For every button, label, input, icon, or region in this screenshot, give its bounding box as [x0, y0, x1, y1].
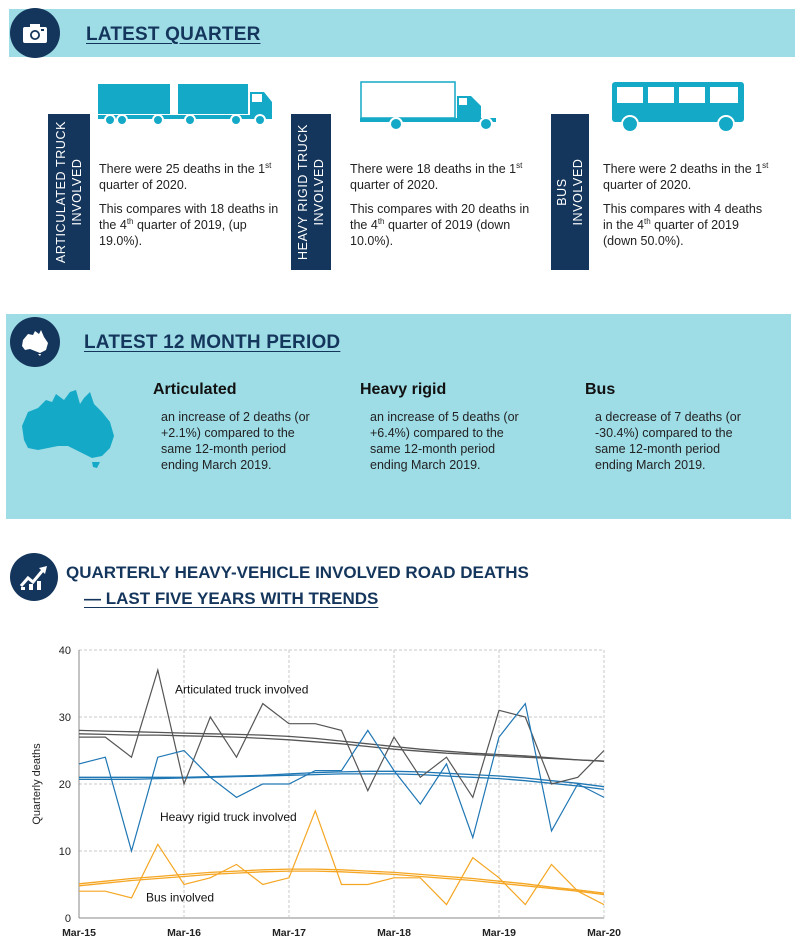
- articulated-deaths-text: There were 25 deaths in the 1st quarter of 2020.: [99, 160, 272, 192]
- bus-deaths-text: There were 2 deaths in the 1st quarter of 2020.: [603, 160, 769, 192]
- articulated-truck-involved-label: Articulated truck involved: [175, 682, 309, 697]
- heavy-rigid-truck-involved-label: Heavy rigid truck involved: [160, 809, 297, 824]
- heavy-rigid-label: [291, 114, 331, 270]
- bus-label: [551, 114, 589, 270]
- bus-involved-label: Bus involved: [146, 890, 215, 905]
- bus-compare-text: This compares with 4 deaths in the 4th quarter of 2019 (down 50.0%).: [603, 202, 763, 248]
- australia-icon: [10, 317, 60, 367]
- annual-articulated-text: an increase of 2 deaths (or +2.1%) compared to the same 12-month period ending March 2019.: [161, 410, 310, 472]
- heavy-rigid-deaths-text: There were 18 deaths in the 1st quarter of 2020.: [350, 160, 523, 192]
- bus-icon: [610, 80, 746, 134]
- x-tick-label: Mar-18: [377, 927, 411, 939]
- annual-bus-heading: Bus: [585, 381, 616, 398]
- heavy-rigid-label-text: HEAVY RIGID TRUCK INVOLVED: [296, 124, 326, 260]
- x-tick-label: Mar-15: [62, 927, 96, 939]
- y-tick-label: 0: [64, 913, 71, 925]
- bus-quarter-text: [603, 161, 775, 257]
- x-tick-label: Mar-16: [167, 927, 201, 939]
- latest-12-month-title: LATEST 12 MONTH PERIOD: [84, 332, 341, 353]
- articulated-label-text: ARTICULATED TRUCK INVOLVED: [54, 120, 84, 264]
- heavy-rigid-truck-involved-trend-b: [79, 774, 604, 790]
- y-tick-label: 40: [58, 645, 71, 657]
- rigid-truck-icon: [358, 80, 498, 132]
- y-tick-label: 10: [58, 846, 71, 858]
- chart-title-line1: QUARTERLY HEAVY-VEHICLE INVOLVED ROAD DEATHS: [66, 563, 529, 582]
- articulated-quarter-text: [99, 161, 279, 257]
- trend-chart-icon: [10, 553, 58, 601]
- articulated-label: [48, 114, 90, 270]
- chart-title-line2: — LAST FIVE YEARS WITH TRENDS: [84, 589, 379, 608]
- x-tick-label: Mar-19: [482, 927, 516, 939]
- x-tick-label: Mar-17: [272, 927, 306, 939]
- latest-quarter-title: LATEST QUARTER: [86, 24, 261, 45]
- camera-icon: [10, 8, 60, 58]
- articulated-truck-icon: [96, 80, 276, 128]
- articulated-compare-text: This compares with 18 deaths in the 4th quarter of 2019, (up 19.0%).: [99, 202, 279, 248]
- x-tick-label: Mar-20: [587, 927, 621, 939]
- annual-bus-text: a decrease of 7 deaths (or -30.4%) compared to the same 12-month period ending March 2019.: [595, 410, 741, 472]
- bus-label-text: BUS INVOLVED: [555, 158, 585, 226]
- quarterly-deaths-chart: [0, 630, 811, 949]
- heavy-rigid-compare-text: This compares with 20 deaths in the 4th quarter of 2019 (down 10.0%).: [350, 202, 530, 248]
- y-tick-label: 30: [58, 712, 71, 724]
- annual-heavy-rigid-text: an increase of 5 deaths (or +6.4%) compared to the same 12-month period ending March 2019.: [370, 410, 519, 472]
- y-tick-label: 20: [58, 779, 71, 791]
- heavy-rigid-quarter-text: [350, 161, 530, 257]
- y-axis-label: Quarterly deaths: [31, 743, 43, 825]
- annual-articulated-heading: Articulated: [153, 381, 237, 398]
- annual-heavy-rigid-heading: Heavy rigid: [360, 381, 447, 398]
- australia-map-icon: [18, 386, 118, 472]
